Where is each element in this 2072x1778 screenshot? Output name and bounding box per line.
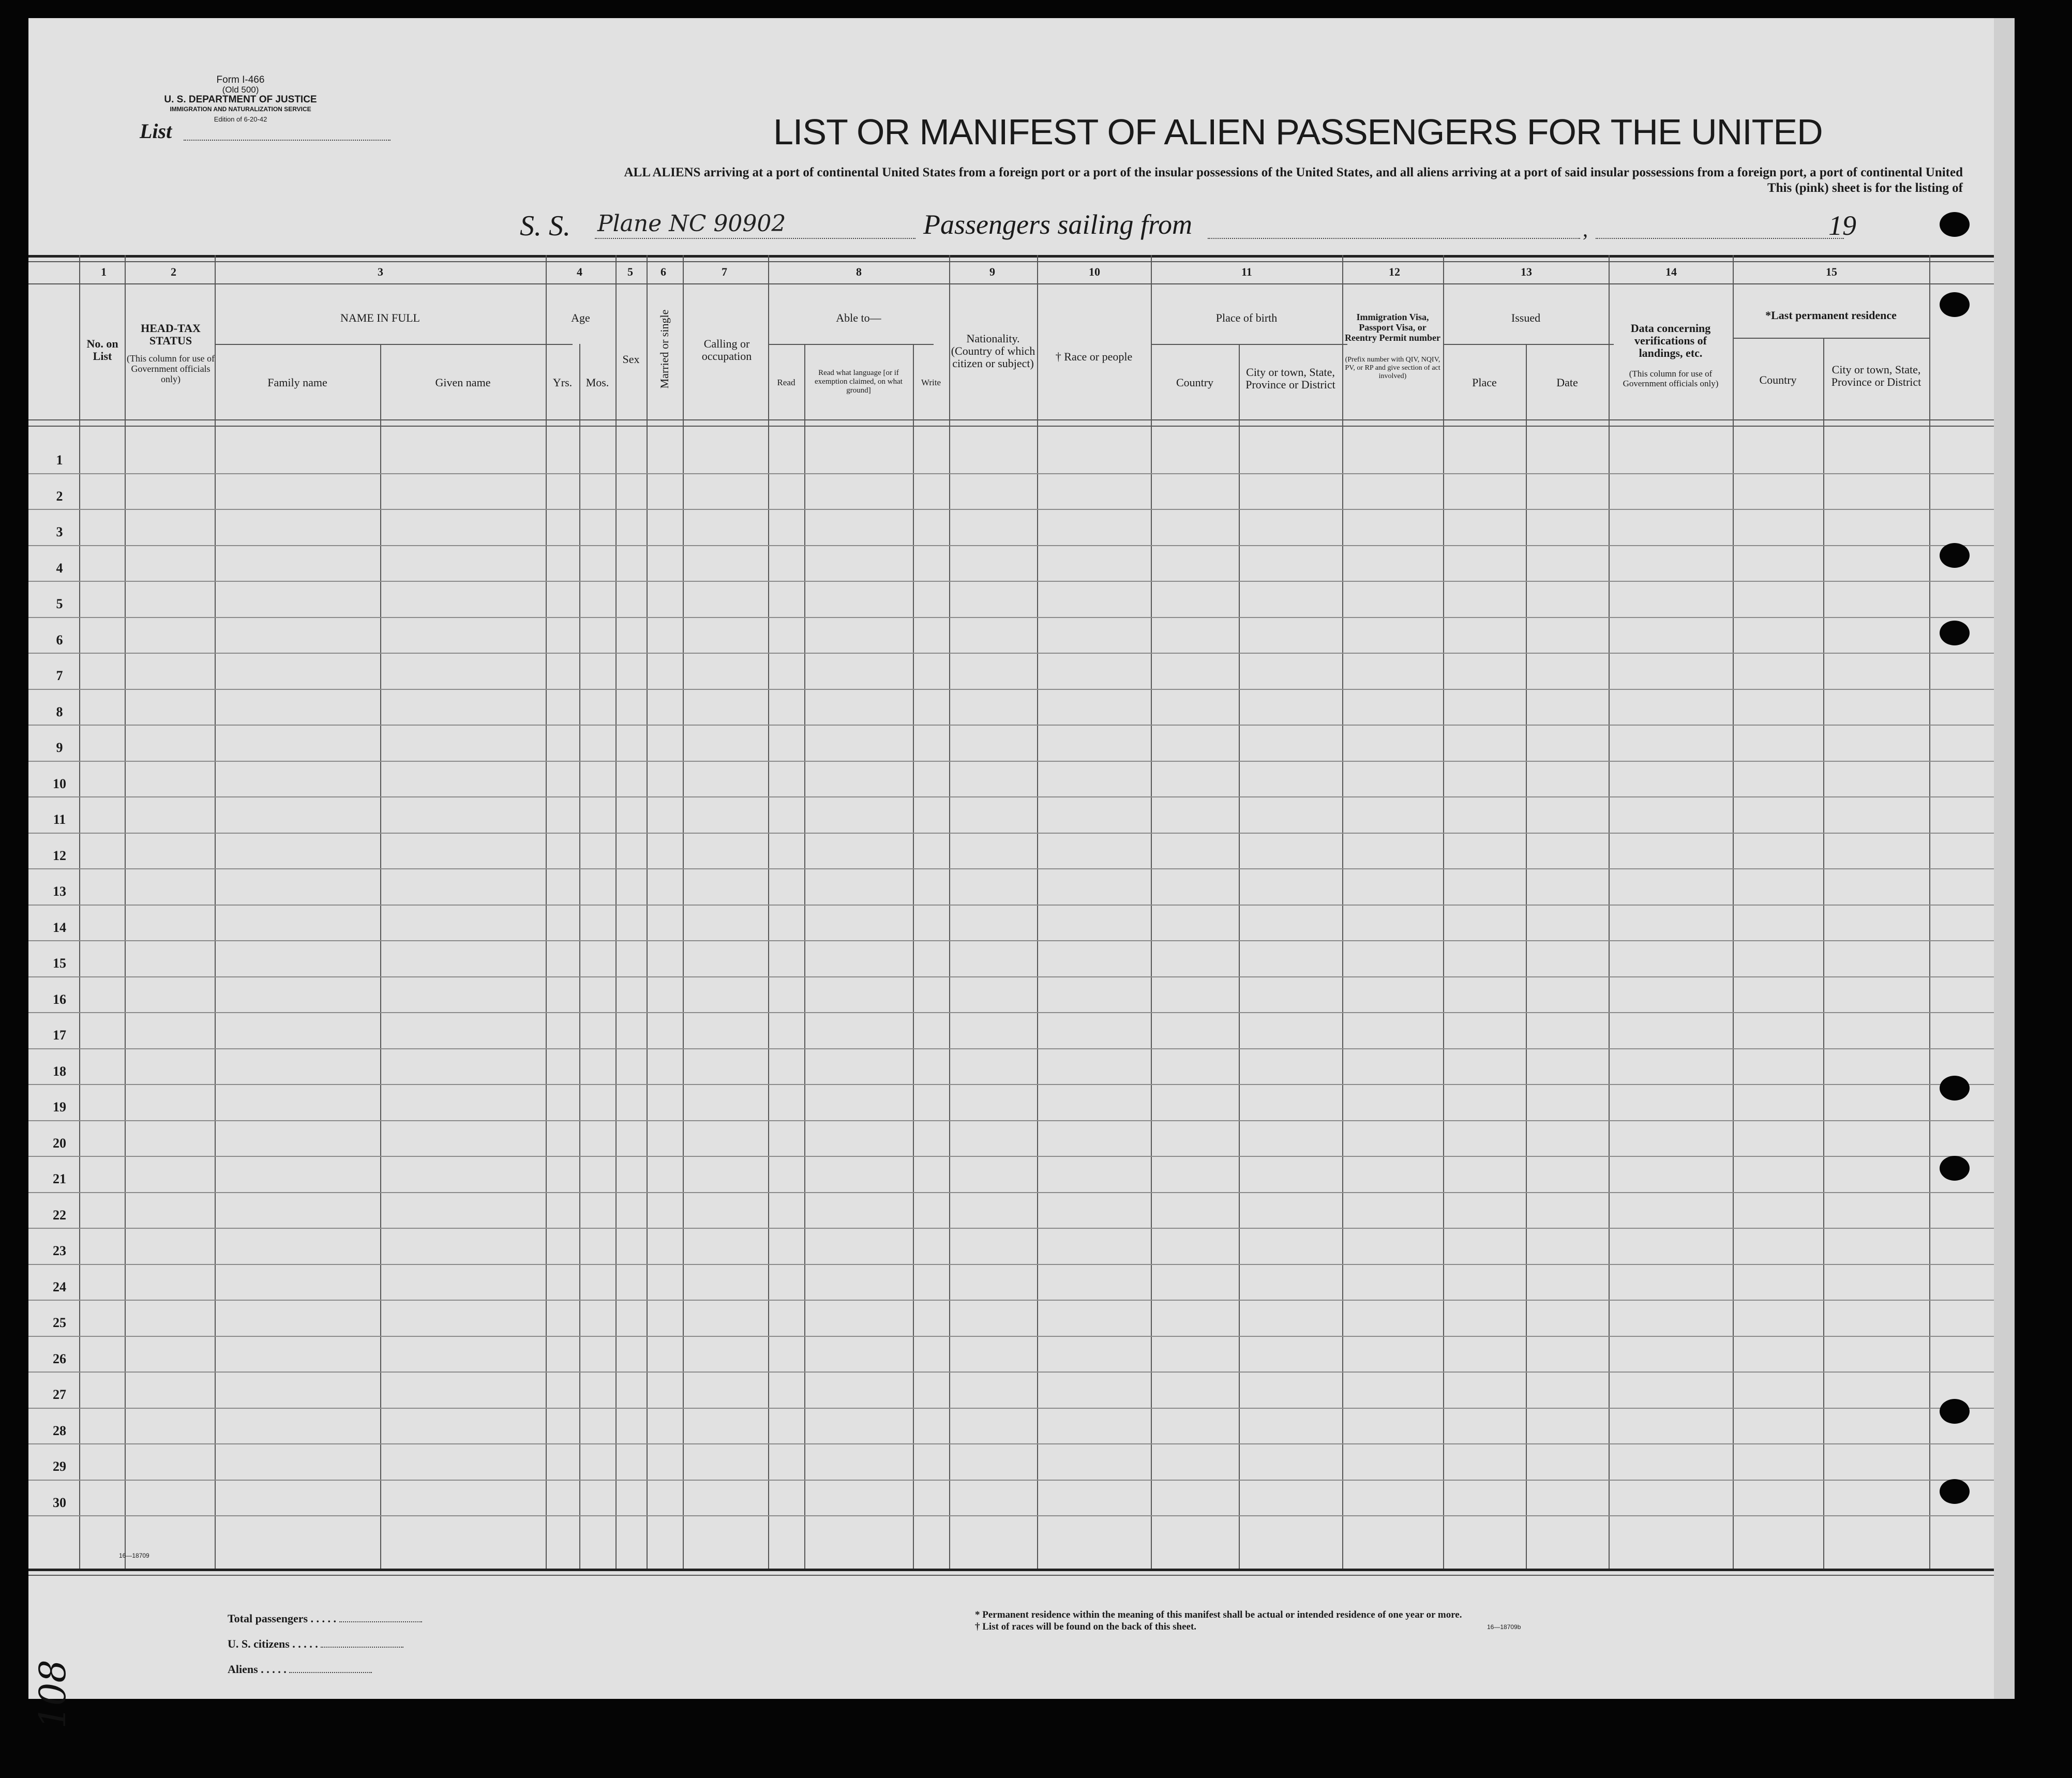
col-num-3: 3	[378, 265, 383, 278]
header-given-name: Given name	[435, 376, 491, 389]
department: U. S. DEPARTMENT OF JUSTICE	[164, 94, 317, 105]
row-rule	[28, 1336, 1994, 1337]
aliens-field[interactable]	[289, 1672, 372, 1673]
header-write: Write	[921, 378, 941, 387]
header-mos: Mos.	[585, 376, 609, 389]
col-num-11: 11	[1241, 265, 1252, 278]
edition: Edition of 6-20-42	[214, 115, 267, 123]
row-rule	[28, 1264, 1994, 1265]
row-number: 11	[53, 812, 66, 827]
ss-label: S. S.	[520, 210, 570, 242]
table-row[interactable]	[28, 1303, 1929, 1336]
punch-hole	[1940, 212, 1970, 237]
row-rule	[28, 473, 1994, 474]
row-number: 28	[53, 1423, 66, 1438]
row-number: 20	[53, 1135, 66, 1151]
row-rule	[28, 581, 1994, 582]
col-num-15: 15	[1826, 265, 1837, 278]
row-number: 23	[53, 1243, 66, 1258]
table-row[interactable]	[28, 1483, 1929, 1516]
row-rule	[28, 761, 1994, 762]
punch-hole	[1940, 1479, 1970, 1504]
header-birth-city: City or town, State, Province or District	[1245, 366, 1335, 391]
footnote-code: 16—18709b	[1487, 1623, 1521, 1631]
col-num-8: 8	[856, 265, 862, 278]
header-married-single: Married or single	[658, 309, 671, 389]
table-row[interactable]	[28, 1159, 1929, 1192]
header-calling: Calling or occupation	[701, 337, 752, 363]
row-number: 12	[53, 848, 66, 863]
form-number: Form I-466	[216, 74, 265, 85]
table-row[interactable]	[28, 943, 1929, 976]
vessel-name[interactable]: Plane NC 90902	[597, 210, 786, 237]
table-row[interactable]	[28, 1446, 1929, 1480]
col-num-4: 4	[577, 265, 582, 278]
row-number: 8	[56, 704, 63, 719]
punch-hole	[1940, 1399, 1970, 1424]
punch-hole	[1940, 621, 1970, 645]
row-rule	[28, 545, 1994, 546]
table-row[interactable]	[28, 1051, 1929, 1084]
table-row[interactable]	[28, 1195, 1929, 1228]
punch-hole	[1940, 292, 1970, 317]
table-row[interactable]	[28, 1411, 1929, 1444]
table-row[interactable]	[28, 1123, 1929, 1156]
col-num-9: 9	[989, 265, 995, 278]
sailing-from-label: Passengers sailing from	[923, 209, 1193, 240]
us-citizens-field[interactable]	[321, 1647, 403, 1648]
header-visa: Immigration Visa, Passport Visa, or Reentry Permit number	[1345, 312, 1440, 343]
col-num-6: 6	[660, 265, 666, 278]
row-number: 27	[53, 1387, 66, 1402]
row-rule	[28, 689, 1994, 690]
col-num-1: 1	[101, 265, 107, 278]
header-last-residence: *Last permanent residence	[1765, 309, 1897, 322]
table-row[interactable]	[28, 1015, 1929, 1048]
header-age: Age	[571, 311, 590, 324]
row-rule	[28, 796, 1994, 797]
header-issued-date: Date	[1556, 376, 1578, 389]
table-row[interactable]	[28, 728, 1929, 761]
row-number: 18	[53, 1063, 66, 1079]
sailing-date-field[interactable]	[1596, 238, 1844, 239]
header-birth-country: Country	[1176, 376, 1214, 389]
row-number: 3	[56, 524, 63, 539]
row-number: 26	[53, 1351, 66, 1366]
table-row[interactable]	[28, 584, 1929, 617]
table-row[interactable]	[28, 1267, 1929, 1300]
print-code: 16—18709	[119, 1552, 149, 1559]
header-verifications-note: (This column for use of Government officials only)	[1623, 369, 1719, 388]
table-row[interactable]	[28, 1339, 1929, 1372]
row-rule	[28, 905, 1994, 906]
header-able-to: Able to—	[836, 311, 881, 324]
row-number: 24	[53, 1279, 66, 1294]
row-rule	[28, 1443, 1994, 1444]
page-title: LIST OR MANIFEST OF ALIEN PASSENGERS FOR THE UNITED	[773, 112, 1823, 152]
col-num-13: 13	[1521, 265, 1532, 278]
row-rule	[28, 617, 1994, 618]
row-number: 5	[56, 596, 63, 611]
table-row[interactable]	[28, 548, 1929, 581]
footnote-residence: * Permanent residence within the meaning of this manifest shall be actual or intended residence of one year or more.	[975, 1609, 1462, 1620]
header-verifications: Data concerning verifications of landings, etc.	[1630, 322, 1711, 359]
row-number: 16	[53, 991, 66, 1007]
header-read: Read	[777, 378, 795, 387]
header-lr-city: City or town, State, Province or District	[1831, 363, 1921, 388]
table-row[interactable]	[28, 908, 1929, 941]
header-no-on-list: No. on List	[86, 337, 118, 363]
comma: ,	[1583, 218, 1588, 241]
row-number: 22	[53, 1207, 66, 1223]
row-number: 14	[53, 920, 66, 935]
col-num-12: 12	[1389, 265, 1400, 278]
footnote-races: † List of races will be found on the back of this sheet.	[975, 1621, 1197, 1632]
row-number: 15	[53, 956, 66, 971]
row-number: 17	[53, 1028, 66, 1043]
row-rule	[28, 1084, 1994, 1085]
total-passengers-field[interactable]	[339, 1621, 422, 1622]
manifest-table	[28, 255, 1994, 1589]
row-rule	[28, 653, 1994, 654]
sailing-from-field[interactable]	[1208, 238, 1580, 239]
punch-hole	[1940, 1156, 1970, 1181]
row-number: 29	[53, 1459, 66, 1474]
row-number: 4	[56, 560, 63, 576]
row-number: 6	[56, 632, 63, 647]
margin-annotation: 108	[31, 1660, 74, 1729]
punch-hole	[1940, 543, 1970, 568]
row-number: 19	[53, 1099, 66, 1114]
row-number: 21	[53, 1171, 66, 1186]
table-row[interactable]	[28, 764, 1929, 797]
row-number: 7	[56, 668, 63, 683]
row-rule	[28, 1372, 1994, 1373]
row-number: 25	[53, 1315, 66, 1330]
header-family-name: Family name	[267, 376, 327, 389]
header-sex: Sex	[622, 353, 640, 366]
row-rule	[28, 940, 1994, 941]
col-num-7: 7	[722, 265, 727, 278]
header-read-language: Read what language [or if exemption claimed, on what ground]	[815, 369, 903, 395]
col-num-2: 2	[171, 265, 176, 278]
col-num-14: 14	[1665, 265, 1677, 278]
table-row[interactable]	[28, 836, 1929, 869]
service: IMMIGRATION AND NATURALIZATION SERVICE	[170, 106, 311, 113]
col-num-10: 10	[1089, 265, 1100, 278]
old-number: (Old 500)	[222, 85, 259, 95]
row-rule	[28, 509, 1994, 510]
aliens-label: Aliens	[228, 1663, 258, 1676]
row-rule	[28, 868, 1994, 869]
row-rule	[28, 976, 1994, 977]
table-row[interactable]	[28, 476, 1929, 509]
form-block	[147, 75, 334, 124]
manifest-sheet	[28, 18, 1997, 1729]
header-visa-note: (Prefix number with QIV, NQIV, PV, or RP and give section of act involved)	[1345, 356, 1440, 380]
row-number: 2	[56, 488, 63, 504]
row-rule	[28, 1156, 1994, 1157]
table-row[interactable]	[28, 800, 1929, 833]
row-number: 13	[53, 884, 66, 899]
punch-hole	[1940, 1076, 1970, 1101]
table-row[interactable]	[28, 1231, 1929, 1264]
row-rule	[28, 725, 1994, 726]
table-row[interactable]	[28, 440, 1929, 473]
header-head-tax-note: (This column for use of Government officials only)	[127, 353, 215, 384]
row-number: 30	[53, 1495, 66, 1510]
instruction-line-1: ALL ALIENS arriving at a port of continental United States from a foreign port or a port of the insular possessions of the United States, and all aliens arriving at a port of said insular possessions from a foreign port, a port of continental United	[624, 165, 1963, 179]
us-citizens-label: U. S. citizens	[228, 1637, 290, 1650]
year-label: 19	[1828, 210, 1856, 241]
row-rule	[28, 1300, 1994, 1301]
table-row[interactable]	[28, 692, 1929, 725]
header-place-of-birth: Place of birth	[1215, 311, 1278, 324]
list-label: List	[140, 119, 172, 143]
totals-block: Total passengers . . . . . U. S. citizens . . . . . Aliens . . . . .	[228, 1606, 422, 1682]
header-lr-country: Country	[1759, 373, 1797, 386]
header-issued-place: Place	[1472, 376, 1497, 389]
table-row[interactable]	[28, 620, 1929, 653]
header-issued: Issued	[1511, 311, 1541, 324]
table-row[interactable]	[28, 871, 1929, 905]
manifest-rows	[28, 426, 1994, 1512]
row-rule	[28, 1228, 1994, 1229]
row-rule	[28, 1012, 1994, 1013]
row-number: 10	[53, 776, 66, 791]
row-rule	[28, 1408, 1994, 1409]
row-number: 9	[56, 740, 63, 755]
table-row[interactable]	[28, 512, 1929, 545]
row-rule	[28, 1515, 1994, 1516]
table-row[interactable]	[28, 980, 1929, 1013]
table-row[interactable]	[28, 1087, 1929, 1120]
col-num-5: 5	[627, 265, 633, 278]
instruction-line-2: This (pink) sheet is for the listing of	[1767, 181, 1963, 195]
table-row[interactable]	[28, 1375, 1929, 1408]
header-name-in-full: NAME IN FULL	[340, 311, 420, 324]
row-rule	[28, 833, 1994, 834]
header-yrs: Yrs.	[552, 376, 573, 389]
list-number-field[interactable]	[184, 140, 391, 141]
vessel-name-line	[595, 238, 915, 239]
header-race: † Race or people	[1055, 350, 1133, 363]
row-rule	[28, 1120, 1994, 1121]
row-rule	[28, 1480, 1994, 1481]
table-row[interactable]	[28, 656, 1929, 689]
row-rule	[28, 1192, 1994, 1193]
total-passengers-label: Total passengers	[228, 1612, 308, 1625]
row-number: 1	[56, 453, 63, 468]
row-rule	[28, 1048, 1994, 1049]
header-nationality: Nationality. (Country of which citizen or subject)	[951, 332, 1035, 370]
header-head-tax: HEAD-TAX STATUS	[141, 322, 201, 347]
